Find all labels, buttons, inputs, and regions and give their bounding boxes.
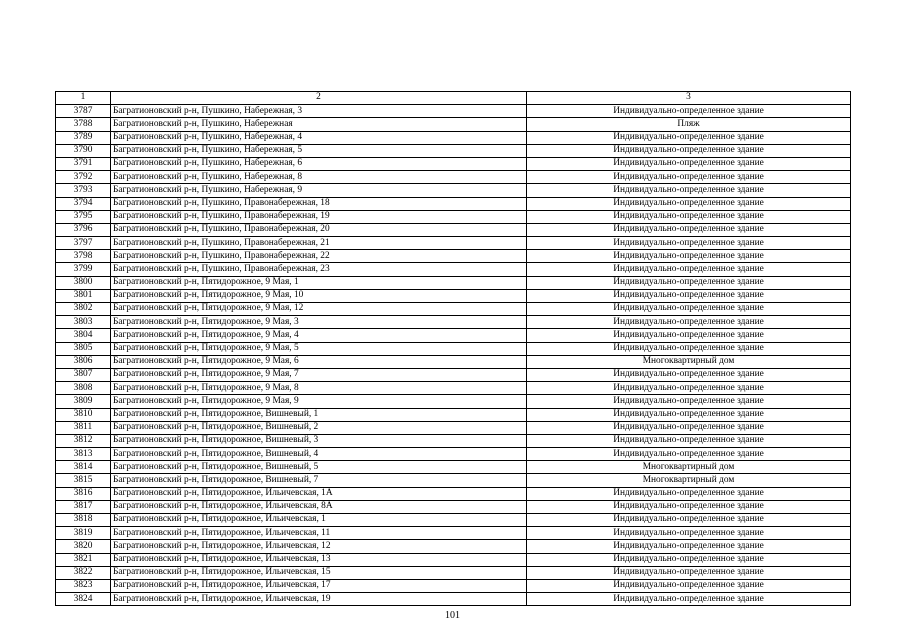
column-header-1: 1 <box>56 92 111 105</box>
table-header-row <box>56 92 851 105</box>
object-type-cell: Индивидуально-определенное здание <box>527 434 851 447</box>
row-number-cell: 3815 <box>56 474 111 487</box>
address-cell: Багратионовский р-н, Пятидорожное, 9 Мая, 5 <box>111 342 527 355</box>
table-row <box>56 197 851 210</box>
object-type-cell: Индивидуально-определенное здание <box>527 553 851 566</box>
address-cell: Багратионовский р-н, Пятидорожное, Ильичевская, 1А <box>111 487 527 500</box>
table-row <box>56 461 851 474</box>
object-type-cell: Индивидуально-определенное здание <box>527 263 851 276</box>
object-type-cell: Индивидуально-определенное здание <box>527 303 851 316</box>
row-number-cell: 3792 <box>56 171 111 184</box>
table-row <box>56 487 851 500</box>
address-cell: Багратионовский р-н, Пятидорожное, 9 Мая, 3 <box>111 316 527 329</box>
address-cell: Багратионовский р-н, Пушкино, Правонабережная, 23 <box>111 263 527 276</box>
object-type-cell: Индивидуально-определенное здание <box>527 579 851 592</box>
table-row <box>56 368 851 381</box>
row-number-cell: 3812 <box>56 434 111 447</box>
row-number-cell: 3788 <box>56 118 111 131</box>
table-row <box>56 210 851 223</box>
row-number-cell: 3793 <box>56 184 111 197</box>
table-row <box>56 276 851 289</box>
table-row <box>56 421 851 434</box>
row-number-cell: 3798 <box>56 250 111 263</box>
row-number-cell: 3804 <box>56 329 111 342</box>
object-type-cell: Индивидуально-определенное здание <box>527 566 851 579</box>
row-number-cell: 3797 <box>56 237 111 250</box>
object-type-cell: Индивидуально-определенное здание <box>527 593 851 606</box>
address-cell: Багратионовский р-н, Пятидорожное, Ильичевская, 11 <box>111 527 527 540</box>
object-type-cell: Индивидуально-определенное здание <box>527 329 851 342</box>
object-type-cell: Индивидуально-определенное здание <box>527 395 851 408</box>
table-row <box>56 434 851 447</box>
object-type-cell: Многоквартирный дом <box>527 461 851 474</box>
object-type-cell: Многоквартирный дом <box>527 355 851 368</box>
object-type-cell: Индивидуально-определенное здание <box>527 368 851 381</box>
row-number-cell: 3790 <box>56 144 111 157</box>
address-cell: Багратионовский р-н, Пушкино, Правонабережная, 21 <box>111 237 527 250</box>
object-type-cell: Индивидуально-определенное здание <box>527 223 851 236</box>
column-header-2: 2 <box>111 92 527 105</box>
table-row <box>56 157 851 170</box>
row-number-cell: 3799 <box>56 263 111 276</box>
object-type-cell: Индивидуально-определенное здание <box>527 276 851 289</box>
table-row <box>56 105 851 118</box>
table-row <box>56 474 851 487</box>
table-row <box>56 329 851 342</box>
address-cell: Багратионовский р-н, Пятидорожное, 9 Мая, 9 <box>111 395 527 408</box>
address-cell: Багратионовский р-н, Пятидорожное, 9 Мая, 4 <box>111 329 527 342</box>
address-cell: Багратионовский р-н, Пушкино, Правонабережная, 18 <box>111 197 527 210</box>
row-number-cell: 3807 <box>56 368 111 381</box>
row-number-cell: 3824 <box>56 593 111 606</box>
table-body <box>56 92 851 606</box>
table-row <box>56 355 851 368</box>
address-cell: Багратионовский р-н, Пятидорожное, Ильичевская, 17 <box>111 579 527 592</box>
address-table <box>55 91 851 606</box>
address-cell: Багратионовский р-н, Пушкино, Правонабережная, 22 <box>111 250 527 263</box>
column-header-3: 3 <box>527 92 851 105</box>
address-cell: Багратионовский р-н, Пятидорожное, 9 Мая, 8 <box>111 382 527 395</box>
table-row <box>56 395 851 408</box>
table-row <box>56 131 851 144</box>
table-row <box>56 118 851 131</box>
page-number: 101 <box>445 610 460 621</box>
object-type-cell: Индивидуально-определенное здание <box>527 342 851 355</box>
address-cell: Багратионовский р-н, Пушкино, Набережная, 8 <box>111 171 527 184</box>
table-row <box>56 342 851 355</box>
address-cell: Багратионовский р-н, Пятидорожное, Ильичевская, 13 <box>111 553 527 566</box>
table-row <box>56 223 851 236</box>
address-cell: Багратионовский р-н, Пятидорожное, 9 Мая, 12 <box>111 303 527 316</box>
address-cell: Багратионовский р-н, Пушкино, Набережная <box>111 118 527 131</box>
table-row <box>56 579 851 592</box>
object-type-cell: Индивидуально-определенное здание <box>527 289 851 302</box>
row-number-cell: 3803 <box>56 316 111 329</box>
address-cell: Багратионовский р-н, Пятидорожное, Ильичевская, 12 <box>111 540 527 553</box>
object-type-cell: Пляж <box>527 118 851 131</box>
row-number-cell: 3819 <box>56 527 111 540</box>
object-type-cell: Индивидуально-определенное здание <box>527 500 851 513</box>
row-number-cell: 3801 <box>56 289 111 302</box>
row-number-cell: 3817 <box>56 500 111 513</box>
row-number-cell: 3810 <box>56 408 111 421</box>
address-cell: Багратионовский р-н, Пушкино, Набережная, 5 <box>111 144 527 157</box>
address-cell: Багратионовский р-н, Пятидорожное, 9 Мая, 7 <box>111 368 527 381</box>
row-number-cell: 3821 <box>56 553 111 566</box>
object-type-cell: Индивидуально-определенное здание <box>527 382 851 395</box>
address-cell: Багратионовский р-н, Пятидорожное, Вишневый, 1 <box>111 408 527 421</box>
table-row <box>56 566 851 579</box>
table-row <box>56 250 851 263</box>
row-number-cell: 3813 <box>56 448 111 461</box>
table-row <box>56 593 851 606</box>
object-type-cell: Индивидуально-определенное здание <box>527 487 851 500</box>
object-type-cell: Индивидуально-определенное здание <box>527 250 851 263</box>
row-number-cell: 3816 <box>56 487 111 500</box>
address-cell: Багратионовский р-н, Пятидорожное, Ильичевская, 15 <box>111 566 527 579</box>
address-cell: Багратионовский р-н, Пушкино, Набережная, 4 <box>111 131 527 144</box>
address-cell: Багратионовский р-н, Пятидорожное, 9 Мая, 10 <box>111 289 527 302</box>
address-cell: Багратионовский р-н, Пятидорожное, Вишневый, 4 <box>111 448 527 461</box>
address-cell: Багратионовский р-н, Пятидорожное, Вишневый, 3 <box>111 434 527 447</box>
address-cell: Багратионовский р-н, Пушкино, Набережная, 3 <box>111 105 527 118</box>
address-cell: Багратионовский р-н, Пушкино, Набережная, 6 <box>111 157 527 170</box>
object-type-cell: Индивидуально-определенное здание <box>527 131 851 144</box>
row-number-cell: 3789 <box>56 131 111 144</box>
object-type-cell: Индивидуально-определенное здание <box>527 421 851 434</box>
address-cell: Багратионовский р-н, Пятидорожное, Ильичевская, 1 <box>111 514 527 527</box>
row-number-cell: 3787 <box>56 105 111 118</box>
object-type-cell: Индивидуально-определенное здание <box>527 527 851 540</box>
object-type-cell: Индивидуально-определенное здание <box>527 237 851 250</box>
table-row <box>56 540 851 553</box>
object-type-cell: Индивидуально-определенное здание <box>527 316 851 329</box>
object-type-cell: Индивидуально-определенное здание <box>527 540 851 553</box>
table-row <box>56 448 851 461</box>
address-cell: Багратионовский р-н, Пятидорожное, Ильичевская, 8А <box>111 500 527 513</box>
object-type-cell: Индивидуально-определенное здание <box>527 157 851 170</box>
address-cell: Багратионовский р-н, Пятидорожное, 9 Мая, 1 <box>111 276 527 289</box>
table-row <box>56 303 851 316</box>
address-cell: Багратионовский р-н, Пятидорожное, Вишневый, 2 <box>111 421 527 434</box>
row-number-cell: 3808 <box>56 382 111 395</box>
table-row <box>56 263 851 276</box>
address-cell: Багратионовский р-н, Пятидорожное, Вишневый, 5 <box>111 461 527 474</box>
table-row <box>56 237 851 250</box>
table-row <box>56 408 851 421</box>
table-row <box>56 382 851 395</box>
row-number-cell: 3822 <box>56 566 111 579</box>
row-number-cell: 3814 <box>56 461 111 474</box>
row-number-cell: 3800 <box>56 276 111 289</box>
table-row <box>56 316 851 329</box>
row-number-cell: 3806 <box>56 355 111 368</box>
address-cell: Багратионовский р-н, Пятидорожное, 9 Мая, 6 <box>111 355 527 368</box>
table-row <box>56 184 851 197</box>
table-row <box>56 171 851 184</box>
row-number-cell: 3802 <box>56 303 111 316</box>
row-number-cell: 3805 <box>56 342 111 355</box>
object-type-cell: Индивидуально-определенное здание <box>527 210 851 223</box>
row-number-cell: 3795 <box>56 210 111 223</box>
address-cell: Багратионовский р-н, Пятидорожное, Ильичевская, 19 <box>111 593 527 606</box>
row-number-cell: 3820 <box>56 540 111 553</box>
object-type-cell: Индивидуально-определенное здание <box>527 171 851 184</box>
row-number-cell: 3818 <box>56 514 111 527</box>
table-row <box>56 514 851 527</box>
row-number-cell: 3796 <box>56 223 111 236</box>
row-number-cell: 3791 <box>56 157 111 170</box>
object-type-cell: Индивидуально-определенное здание <box>527 105 851 118</box>
table-row <box>56 553 851 566</box>
object-type-cell: Индивидуально-определенное здание <box>527 448 851 461</box>
object-type-cell: Индивидуально-определенное здание <box>527 408 851 421</box>
object-type-cell: Индивидуально-определенное здание <box>527 184 851 197</box>
object-type-cell: Индивидуально-определенное здание <box>527 514 851 527</box>
object-type-cell: Многоквартирный дом <box>527 474 851 487</box>
row-number-cell: 3811 <box>56 421 111 434</box>
row-number-cell: 3809 <box>56 395 111 408</box>
address-cell: Багратионовский р-н, Пушкино, Правонабережная, 20 <box>111 223 527 236</box>
address-cell: Багратионовский р-н, Пушкино, Правонабережная, 19 <box>111 210 527 223</box>
row-number-cell: 3794 <box>56 197 111 210</box>
object-type-cell: Индивидуально-определенное здание <box>527 144 851 157</box>
address-cell: Багратионовский р-н, Пятидорожное, Вишневый, 7 <box>111 474 527 487</box>
address-cell: Багратионовский р-н, Пушкино, Набережная, 9 <box>111 184 527 197</box>
table-row <box>56 527 851 540</box>
row-number-cell: 3823 <box>56 579 111 592</box>
table-row <box>56 500 851 513</box>
table-row <box>56 144 851 157</box>
object-type-cell: Индивидуально-определенное здание <box>527 197 851 210</box>
table-row <box>56 289 851 302</box>
